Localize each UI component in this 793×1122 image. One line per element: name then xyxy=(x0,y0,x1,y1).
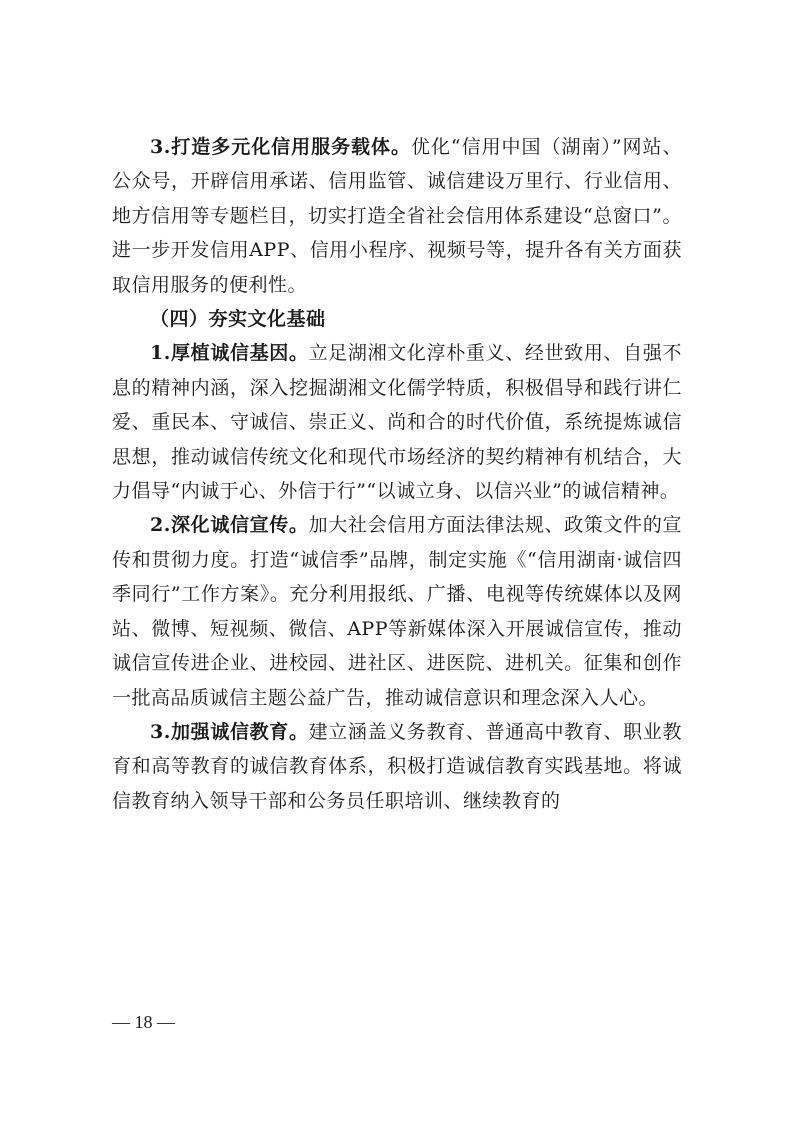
paragraph-integrity-gene xyxy=(112,336,682,508)
paragraph-text: 立足湖湘文化淳朴重义、经世致用、自强不息的精神内涵，深入挖掘湖湘文化儒学特质，积极倡导和践行讲仁爱、重民本、守诚信、崇正义、尚和合的时代价值，系统提炼诚信思想，推动诚信传统文化和现代市场经济的契约精神有机结合，大力倡导“内诚于心、外信于行”“以诚立身、以信兴业”的诚信精神。 xyxy=(112,342,682,503)
paragraph-integrity-education xyxy=(112,715,682,818)
paragraph-integrity-publicity xyxy=(112,508,682,714)
page-number: — 18 — xyxy=(112,1012,175,1032)
document-body xyxy=(112,130,682,818)
paragraph-text: 建立涵盖义务教育、普通高中教育、职业教育和高等教育的诚信教育体系，积极打造诚信教育实践基地。将诚信教育纳入领导干部和公务员任职培训、继续教育的 xyxy=(112,720,682,812)
paragraph-lead: 2.深化诚信宣传。 xyxy=(150,514,309,537)
paragraph-lead: 3.打造多元化信用服务载体。 xyxy=(150,136,411,158)
section-heading: （四）夯实文化基础 xyxy=(150,308,326,331)
paragraph-service-carrier xyxy=(112,130,682,302)
paragraph-lead: 1.厚植诚信基因。 xyxy=(150,342,309,365)
paragraph-text: 加大社会信用方面法律法规、政策文件的宣传和贯彻力度。打造“诚信季”品牌，制定实施《“信用湖南·诚信四季同行”工作方案》。充分利用报纸、广播、电视等传统媒体以及网站、微博、短视频、微信、APP等新媒体深入开展诚信宣传，推动诚信宣传进企业、进校园、进社区、进医院、进机关。征集和创作一批高品质诚信主题公益广告，推动诚信意识和理念深入人心。 xyxy=(112,514,682,709)
paragraph-lead: 3.加强诚信教育。 xyxy=(150,720,309,743)
paragraph-text: 优化“信用中国（湖南）”网站、公众号，开辟信用承诺、信用监管、诚信建设万里行、行业信用、地方信用等专题栏目，切实打造全省社会信用体系建设“总窗口”。进一步开发信用APP、信用小程序、视频号等，提升各有关方面获取信用服务的便利性。 xyxy=(112,136,682,296)
